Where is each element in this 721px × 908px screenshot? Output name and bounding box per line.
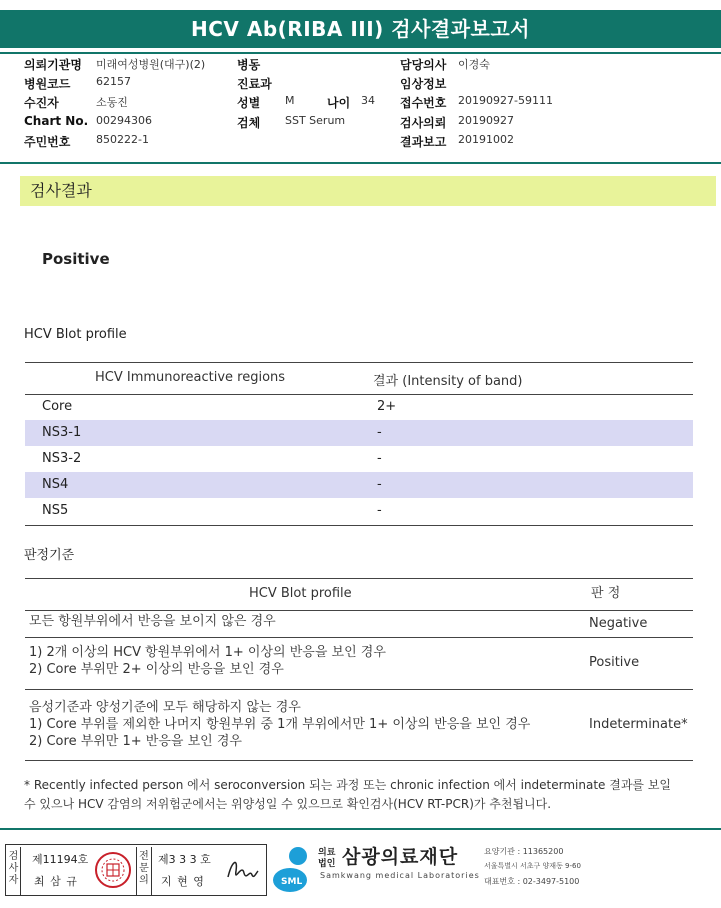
- info-bottom-rule: [0, 162, 721, 164]
- footer-rule: [0, 828, 721, 830]
- blot-header-region: HCV Immunoreactive regions: [95, 370, 286, 385]
- footnote: [24, 776, 704, 814]
- hospital-code-label: 병원코드: [24, 77, 71, 91]
- blot-profile-title: HCV Blot profile: [24, 327, 127, 342]
- result-value: Positive: [42, 250, 110, 268]
- region-result: -: [377, 425, 382, 440]
- criteria-header-profile: HCV Blot profile: [249, 586, 352, 601]
- address: 서울특별시 서초구 양재동 9-60: [484, 862, 581, 870]
- institution-value: 미래여성병원(대구)(2): [96, 58, 206, 71]
- logo-text: SML: [281, 877, 303, 887]
- receipt-label: 접수번호: [400, 96, 447, 110]
- specialist-label: 전문의: [136, 847, 152, 895]
- region-result: -: [377, 503, 382, 518]
- criteria-judgement: Negative: [589, 616, 648, 631]
- table-row: [25, 394, 693, 420]
- recipient-label: 수진자: [24, 96, 59, 110]
- ward-label: 병동: [237, 58, 261, 72]
- region-name: Core: [42, 399, 73, 414]
- specialist-name: 지 현 영: [161, 875, 205, 888]
- sex-value: M: [285, 94, 295, 107]
- table-row: [25, 498, 693, 524]
- examiner-license: 제11194호: [32, 853, 89, 866]
- blot-header-result: 결과 (Intensity of band): [373, 374, 523, 389]
- phone: 대표번호 : 02-3497-5100: [484, 877, 580, 886]
- dept-label: 진료과: [237, 77, 272, 91]
- age-label: 나이: [327, 96, 351, 110]
- specialist-license: 제3 3 3 호: [158, 853, 211, 866]
- specimen-label: 검체: [237, 116, 261, 130]
- criteria-line: 2) Core 부위만 1+ 반응을 보인 경우: [29, 734, 242, 749]
- criteria-line: 음성기준과 양성기준에 모두 해당하지 않는 경우: [29, 700, 301, 715]
- criteria-line: 1) 2개 이상의 HCV 항원부위에서 1+ 이상의 반응을 보인 경우: [29, 645, 386, 660]
- clinical-info-label: 임상정보: [400, 77, 447, 91]
- table-row: [25, 472, 693, 498]
- seal-stamp-icon: [94, 851, 132, 889]
- recipient-value: 소동진: [96, 96, 128, 109]
- table-row: [25, 420, 693, 446]
- criteria-top-rule: [25, 578, 693, 579]
- handwritten-signature-icon: [222, 853, 262, 887]
- specimen-value: SST Serum: [285, 114, 346, 127]
- footnote-line: * Recently infected person 에서 seroconversion 되는 과정 또는 chronic infection 에서 indeterminate 결과를 보일: [24, 778, 672, 792]
- criteria-line: 모든 항원부위에서 반응을 보이지 않은 경우: [29, 614, 276, 629]
- resident-value: 850222-1: [96, 133, 149, 146]
- institution-label: 의뢰기관명: [24, 58, 82, 72]
- care-number: 요양기관 : 11365200: [484, 847, 564, 856]
- region-name: NS4: [42, 477, 69, 492]
- result-section-header: 검사결과: [20, 176, 716, 206]
- criteria-bottom-rule: [25, 760, 693, 761]
- criteria-title: 판정기준: [24, 548, 75, 563]
- criteria-line: 1) Core 부위를 제외한 나머지 항원부위 중 1개 부위에서만 1+ 이상의 반응을 보인 경우: [29, 717, 531, 732]
- patient-info: [0, 52, 721, 164]
- corp-label: 의료법인: [318, 848, 336, 869]
- request-value: 20190927: [458, 114, 514, 127]
- region-name: NS3-2: [42, 451, 82, 466]
- chart-value: 00294306: [96, 114, 152, 127]
- chart-label: Chart No.: [24, 114, 89, 128]
- resident-label: 주민번호: [24, 135, 71, 149]
- organization-logo-icon: [272, 844, 316, 896]
- criteria-judgement: Positive: [589, 655, 640, 670]
- criteria-judgement: Indeterminate*: [589, 717, 688, 732]
- receipt-value: 20190927-59111: [458, 94, 553, 107]
- examiner-name: 최 삼 규: [34, 875, 78, 888]
- info-top-rule: [0, 52, 721, 54]
- sex-label: 성별: [237, 96, 261, 110]
- doctor-value: 이경숙: [458, 58, 490, 71]
- blot-bottom-rule: [25, 525, 693, 526]
- blot-top-rule: [25, 362, 693, 363]
- hospital-code-value: 62157: [96, 75, 131, 88]
- examiner-label: 검사자: [7, 847, 21, 895]
- signature-box: [5, 844, 267, 896]
- table-row: [25, 446, 693, 472]
- request-label: 검사의뢰: [400, 116, 447, 130]
- footnote-line: 수 있으나 HCV 감염의 저위험군에서는 위양성일 수 있으므로 확인검사(HCV RT-PCR)가 추천됩니다.: [24, 797, 552, 811]
- region-result: -: [377, 451, 382, 466]
- criteria-row-rule: [25, 689, 693, 690]
- region-result: 2+: [377, 399, 397, 414]
- criteria-line: 2) Core 부위만 2+ 이상의 반응을 보인 경우: [29, 662, 284, 677]
- criteria-header-rule: [25, 610, 693, 611]
- criteria-header-judgement: 판 정: [591, 586, 621, 601]
- region-result: -: [377, 477, 382, 492]
- report-title: HCV Ab(RIBA III) 검사결과보고서: [0, 10, 721, 48]
- doctor-label: 담당의사: [400, 58, 447, 72]
- org-name: 삼광의료재단: [342, 846, 459, 868]
- report-value: 20191002: [458, 133, 514, 146]
- org-name-en: Samkwang medical Laboratories: [320, 871, 480, 880]
- region-name: NS5: [42, 503, 69, 518]
- age-value: 34: [361, 94, 375, 107]
- criteria-row-rule: [25, 637, 693, 638]
- signature-footer: [0, 828, 721, 908]
- region-name: NS3-1: [42, 425, 82, 440]
- report-label: 결과보고: [400, 135, 447, 149]
